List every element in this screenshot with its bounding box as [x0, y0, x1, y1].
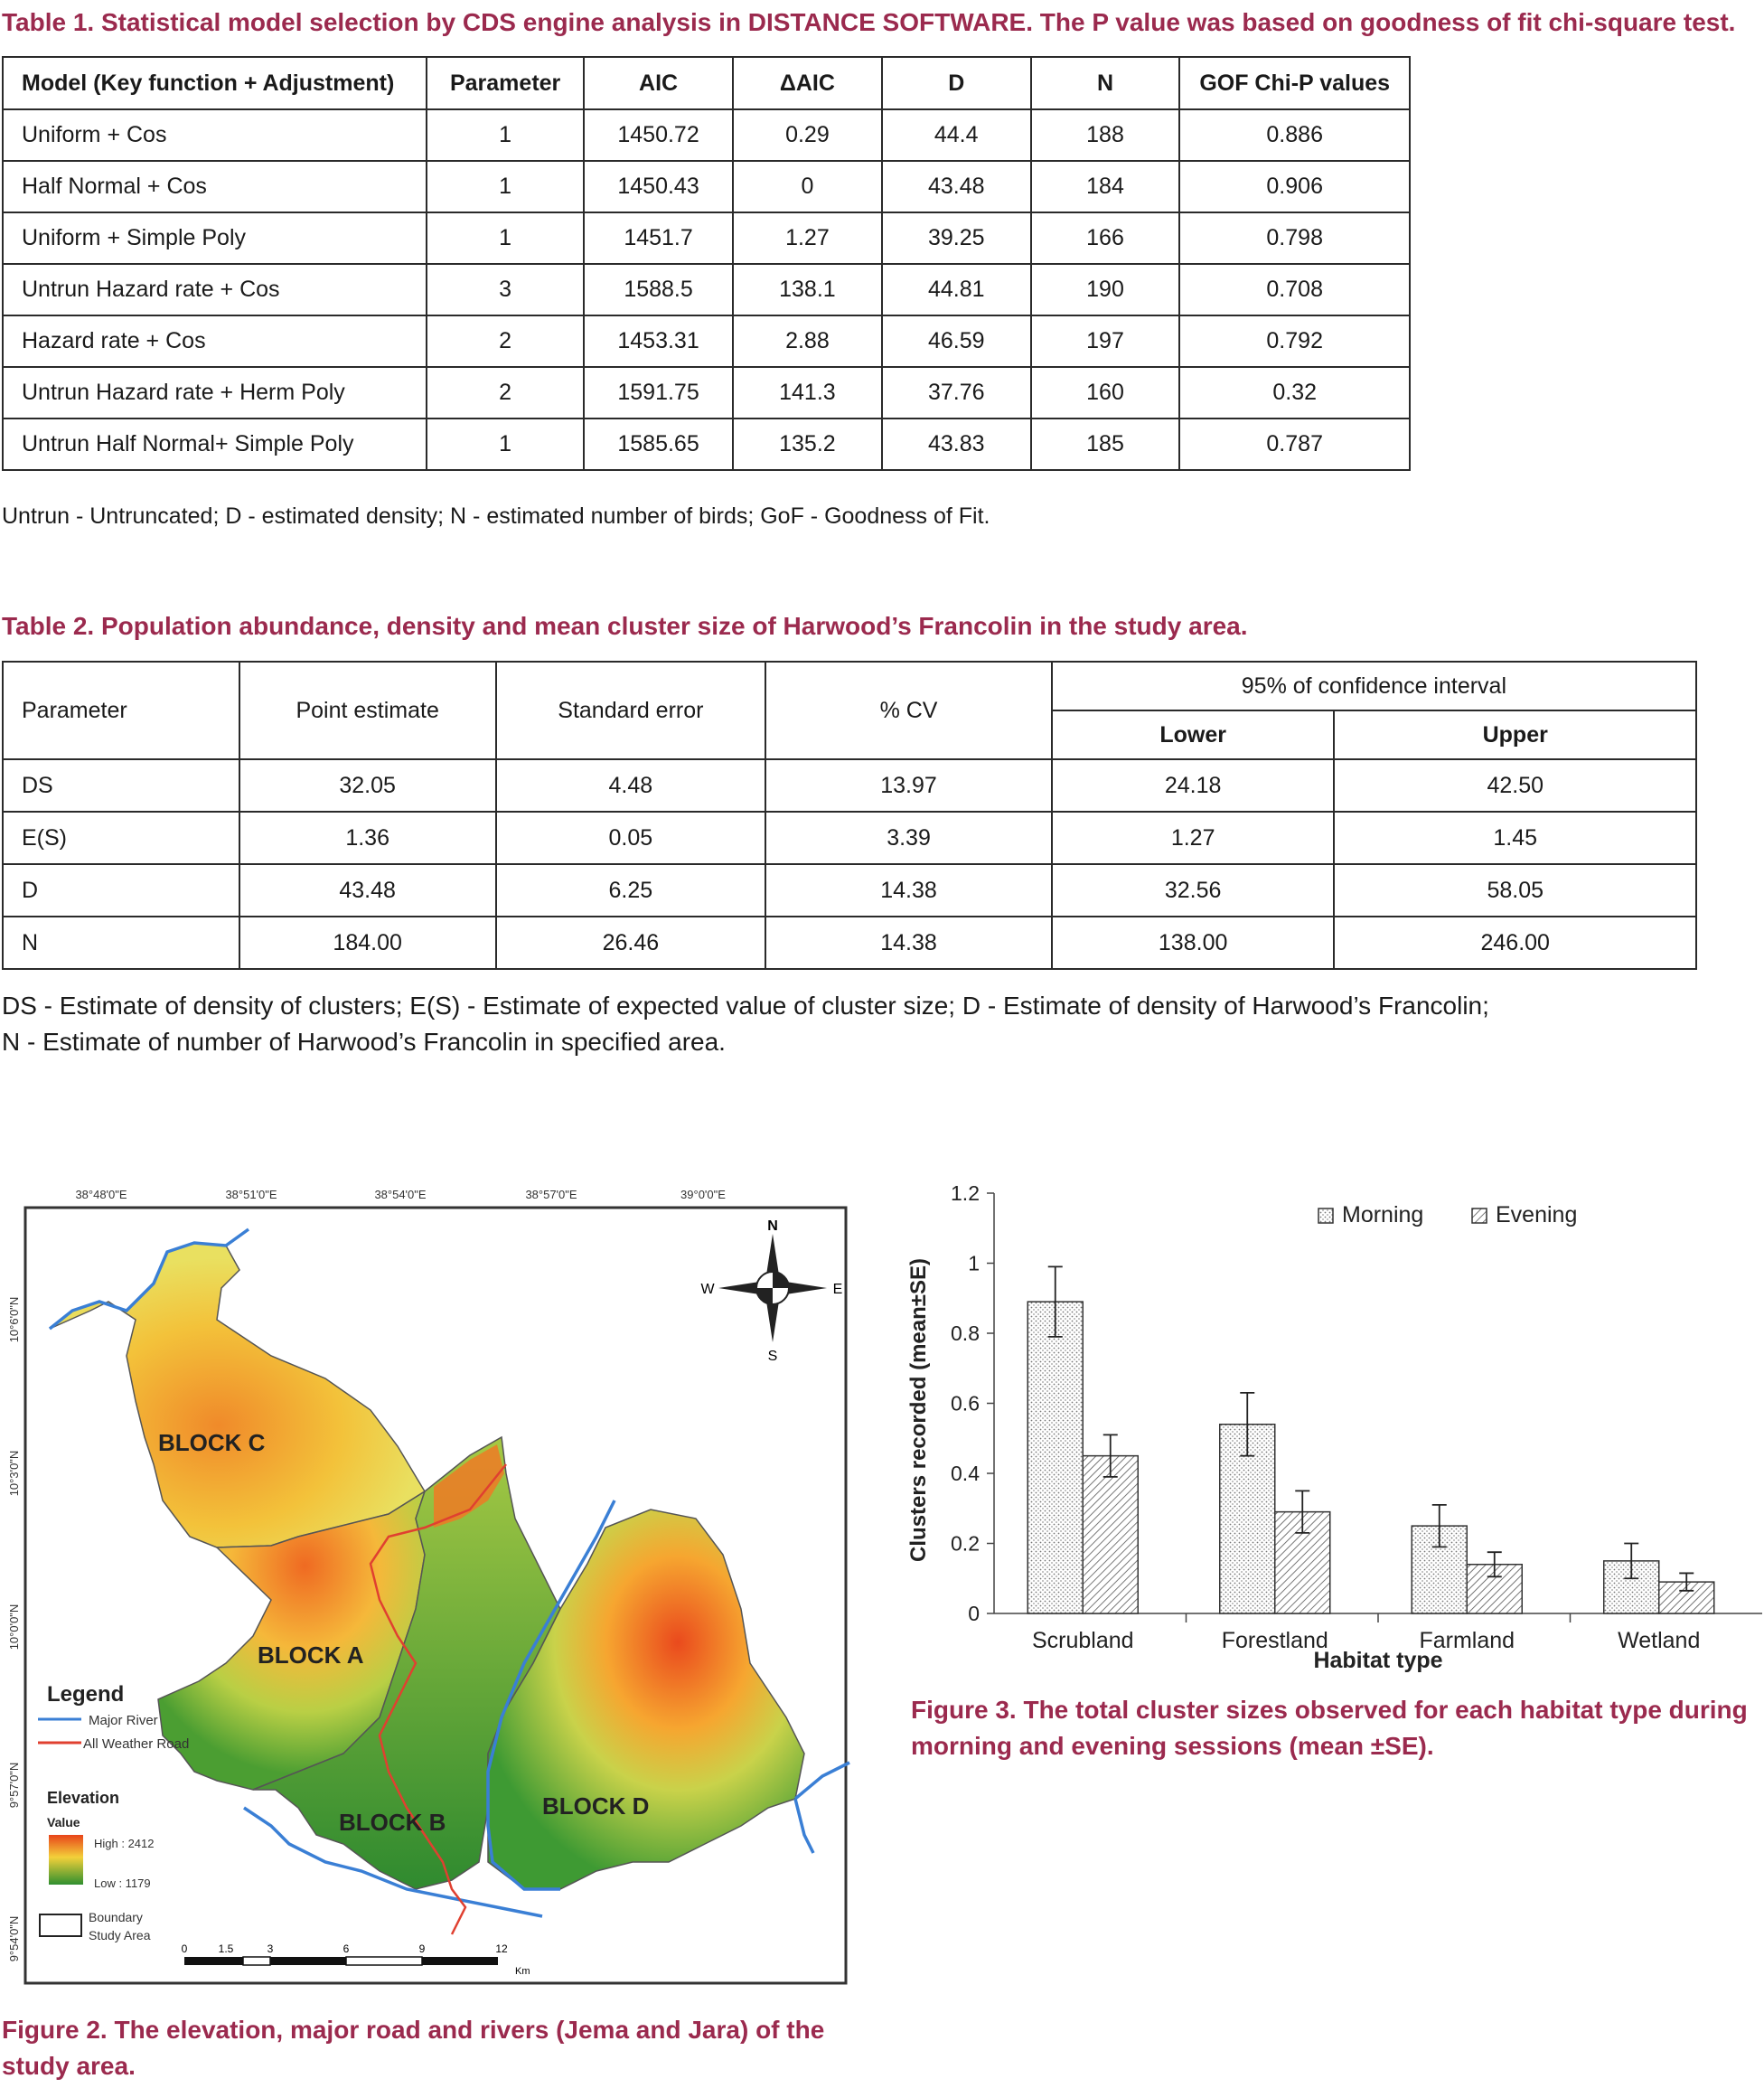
table-cell: 46.59 [882, 315, 1031, 367]
scale-label: 6 [342, 1942, 350, 1955]
scale-label: 3 [267, 1942, 274, 1955]
table-cell: D [3, 864, 239, 917]
table1-header-row [3, 57, 1410, 109]
table-cell: Uniform + Simple Poly [3, 212, 427, 264]
table-cell: 37.76 [882, 367, 1031, 419]
lat-label: 10°0'0"N [7, 1604, 21, 1651]
legend-low: Low : 1179 [94, 1876, 151, 1890]
scale-label: 1.5 [218, 1942, 234, 1955]
y-tick-label: 0.4 [951, 1462, 980, 1485]
table-cell: 166 [1031, 212, 1180, 264]
table-cell: 184 [1031, 161, 1180, 212]
x-tick-label: Forestland [1221, 1628, 1328, 1653]
table-cell: Untrun Half Normal+ Simple Poly [3, 419, 427, 470]
table-cell: 4.48 [496, 759, 766, 812]
table-cell: 58.05 [1334, 864, 1696, 917]
lat-label: 10°3'0"N [7, 1450, 21, 1497]
table-cell: 197 [1031, 315, 1180, 367]
scale-label: 12 [495, 1942, 508, 1955]
table-row [3, 367, 1410, 419]
compass-n: N [767, 1218, 778, 1234]
table-cell: Uniform + Cos [3, 109, 427, 161]
table-cell: 0.906 [1179, 161, 1410, 212]
y-tick-label: 0.8 [951, 1321, 980, 1345]
table-cell: 32.05 [239, 759, 496, 812]
table2 [2, 661, 1697, 970]
table-row [3, 212, 1410, 264]
table-cell: 1585.65 [584, 419, 733, 470]
legend-boundary-swatch [40, 1914, 81, 1936]
table-cell: 1 [427, 161, 584, 212]
table-cell: 2 [427, 367, 584, 419]
table-row [3, 917, 1696, 969]
lon-label: 38°51'0"E [225, 1188, 277, 1201]
table2-note-line1: DS - Estimate of density of clusters; E(S) - Estimate of expected value of cluster size; D - Estimate of density of Harwood’s Francolin; [2, 992, 1489, 1020]
lon-label: 38°54'0"E [374, 1188, 427, 1201]
habitat-cluster-chart [895, 1166, 1764, 1690]
table2-ci-header: 95% of confidence interval [1052, 662, 1696, 710]
table2-header: % CV [765, 662, 1052, 759]
y-tick-label: 0.2 [951, 1531, 980, 1556]
table-cell: 0.787 [1179, 419, 1410, 470]
table-cell: 0 [733, 161, 882, 212]
scale-label: 0 [181, 1942, 188, 1955]
legend-evening-swatch [1472, 1209, 1487, 1223]
table-cell: DS [3, 759, 239, 812]
legend-boundary-line1: Boundary [89, 1910, 143, 1924]
legend-elevation-ramp [49, 1835, 83, 1885]
table-cell: 1453.31 [584, 315, 733, 367]
table1-header: Model (Key function + Adjustment) [3, 57, 427, 109]
table1-header: Parameter [427, 57, 584, 109]
x-tick-label: Farmland [1419, 1628, 1515, 1653]
block-label: BLOCK B [339, 1809, 446, 1836]
table2-header: Parameter [3, 662, 239, 759]
table-cell: 2.88 [733, 315, 882, 367]
table-cell: 138.1 [733, 264, 882, 315]
legend-morning-label: Morning [1342, 1202, 1424, 1227]
legend-river-label: Major River [89, 1713, 158, 1728]
table-row [3, 864, 1696, 917]
table-cell: 24.18 [1052, 759, 1335, 812]
legend-road-label: All Weather Road [83, 1736, 190, 1752]
table-cell: Hazard rate + Cos [3, 315, 427, 367]
table-cell: 26.46 [496, 917, 766, 969]
table2-caption: Table 2. Population abundance, density and mean cluster size of Harwood’s Francolin in the study area. [2, 612, 1248, 640]
table-cell: 141.3 [733, 367, 882, 419]
figure2-caption-line2: study area. [2, 2052, 136, 2080]
y-tick-label: 1 [968, 1251, 980, 1275]
legend-boundary-line2: Study Area [89, 1928, 151, 1942]
table-row [3, 315, 1410, 367]
compass-s: S [767, 1349, 778, 1364]
table2-ci-upper-header: Upper [1334, 710, 1696, 759]
table-cell: 13.97 [765, 759, 1052, 812]
scale-unit: Km [515, 1966, 530, 1977]
block-label: BLOCK D [542, 1792, 650, 1820]
table-cell: 188 [1031, 109, 1180, 161]
table-cell: 0.798 [1179, 212, 1410, 264]
lat-label: 9°57'0"N [7, 1762, 21, 1809]
table-cell: 138.00 [1052, 917, 1335, 969]
table-cell: 44.4 [882, 109, 1031, 161]
table-cell: 14.38 [765, 917, 1052, 969]
table-cell: 1 [427, 419, 584, 470]
table-cell: Untrun Hazard rate + Herm Poly [3, 367, 427, 419]
table2-header-row [3, 662, 1696, 710]
x-axis-title: Habitat type [1313, 1648, 1443, 1673]
table-cell: 42.50 [1334, 759, 1696, 812]
table-row [3, 109, 1410, 161]
table-cell: 43.48 [239, 864, 496, 917]
table-cell: 1 [427, 212, 584, 264]
y-axis-title: Clusters recorded (mean±SE) [906, 1258, 931, 1562]
table-cell: 2 [427, 315, 584, 367]
lat-label: 9°54'0"N [7, 1915, 21, 1962]
table-cell: 1.27 [1052, 812, 1335, 864]
table-cell: 1588.5 [584, 264, 733, 315]
table-cell: 1450.72 [584, 109, 733, 161]
table-cell: 190 [1031, 264, 1180, 315]
table-cell: 39.25 [882, 212, 1031, 264]
table-cell: 185 [1031, 419, 1180, 470]
table-cell: 32.56 [1052, 864, 1335, 917]
table-cell: 44.81 [882, 264, 1031, 315]
legend-value-label: Value [47, 1815, 80, 1829]
table-cell: 1450.43 [584, 161, 733, 212]
table-cell: 43.83 [882, 419, 1031, 470]
legend-evening-label: Evening [1496, 1202, 1578, 1227]
table-cell: N [3, 917, 239, 969]
compass-e: E [832, 1282, 843, 1297]
table-cell: 1.36 [239, 812, 496, 864]
lon-label: 39°0'0"E [680, 1188, 726, 1201]
legend-title: Legend [47, 1682, 125, 1707]
table1-header: ΔAIC [733, 57, 882, 109]
morning-bar [1027, 1302, 1083, 1613]
table-row [3, 419, 1410, 470]
x-tick-label: Scrubland [1031, 1628, 1134, 1653]
legend-elevation-title: Elevation [47, 1789, 120, 1807]
table-cell: 43.48 [882, 161, 1031, 212]
table1-caption: Table 1. Statistical model selection by CDS engine analysis in DISTANCE SOFTWARE. The P value was based on goodness of fit chi-square test. [2, 8, 1736, 36]
figure2-caption-line1: Figure 2. The elevation, major road and rivers (Jema and Jara) of the [2, 2016, 825, 2044]
table-cell: 0.05 [496, 812, 766, 864]
compass-w: W [700, 1282, 715, 1297]
block-label: BLOCK C [158, 1429, 266, 1456]
figure3-caption-line1: Figure 3. The total cluster sizes observed for each habitat type during [911, 1696, 1748, 1724]
table-cell: 3 [427, 264, 584, 315]
chart-legend [1318, 1202, 1577, 1227]
table-row [3, 264, 1410, 315]
table-cell: 0.792 [1179, 315, 1410, 367]
table-row [3, 812, 1696, 864]
scale-label: 9 [418, 1942, 426, 1955]
table2-ci-lower-header: Lower [1052, 710, 1335, 759]
table-cell: 160 [1031, 367, 1180, 419]
y-tick-label: 0 [968, 1602, 980, 1625]
table1-header: N [1031, 57, 1180, 109]
lat-label: 10°6'0"N [7, 1296, 21, 1343]
table-cell: 6.25 [496, 864, 766, 917]
chart-bars [1027, 1266, 1714, 1613]
legend-morning-swatch [1318, 1209, 1333, 1223]
table-cell: 0.886 [1179, 109, 1410, 161]
table1-header: AIC [584, 57, 733, 109]
x-tick-label: Wetland [1618, 1628, 1701, 1653]
legend-high: High : 2412 [94, 1837, 155, 1850]
table1-header: D [882, 57, 1031, 109]
table2-header: Standard error [496, 662, 766, 759]
table-cell: 1.27 [733, 212, 882, 264]
table2-header: Point estimate [239, 662, 496, 759]
table-cell: E(S) [3, 812, 239, 864]
figure3-caption-line2: morning and evening sessions (mean ±SE). [911, 1732, 1434, 1760]
table-cell: 1591.75 [584, 367, 733, 419]
table-cell: Untrun Hazard rate + Cos [3, 264, 427, 315]
y-tick-label: 0.6 [951, 1391, 980, 1416]
table-cell: 0.32 [1179, 367, 1410, 419]
lon-label: 38°57'0"E [525, 1188, 577, 1201]
table-row [3, 161, 1410, 212]
table-cell: 3.39 [765, 812, 1052, 864]
block-label: BLOCK A [258, 1641, 364, 1669]
table-cell: 0.708 [1179, 264, 1410, 315]
longitude-labels [75, 1188, 726, 1201]
table-cell: 135.2 [733, 419, 882, 470]
table-cell: 1 [427, 109, 584, 161]
table2-note-line2: N - Estimate of number of Harwood’s Francolin in specified area. [2, 1028, 726, 1056]
table1-note: Untrun - Untruncated; D - estimated density; N - estimated number of birds; GoF - Goodness of Fit. [2, 503, 990, 529]
table-cell: 14.38 [765, 864, 1052, 917]
evening-bar [1083, 1456, 1138, 1613]
table-cell: 0.29 [733, 109, 882, 161]
table1 [2, 56, 1411, 471]
study-area-map [0, 1175, 868, 2016]
table-row [3, 759, 1696, 812]
table-cell: 1451.7 [584, 212, 733, 264]
latitude-labels [7, 1297, 21, 1962]
y-tick-label: 1.2 [951, 1181, 980, 1205]
table1-header: GOF Chi-P values [1179, 57, 1410, 109]
table-cell: 246.00 [1334, 917, 1696, 969]
table-cell: 184.00 [239, 917, 496, 969]
table-cell: Half Normal + Cos [3, 161, 427, 212]
lon-label: 38°48'0"E [75, 1188, 127, 1201]
table-cell: 1.45 [1334, 812, 1696, 864]
